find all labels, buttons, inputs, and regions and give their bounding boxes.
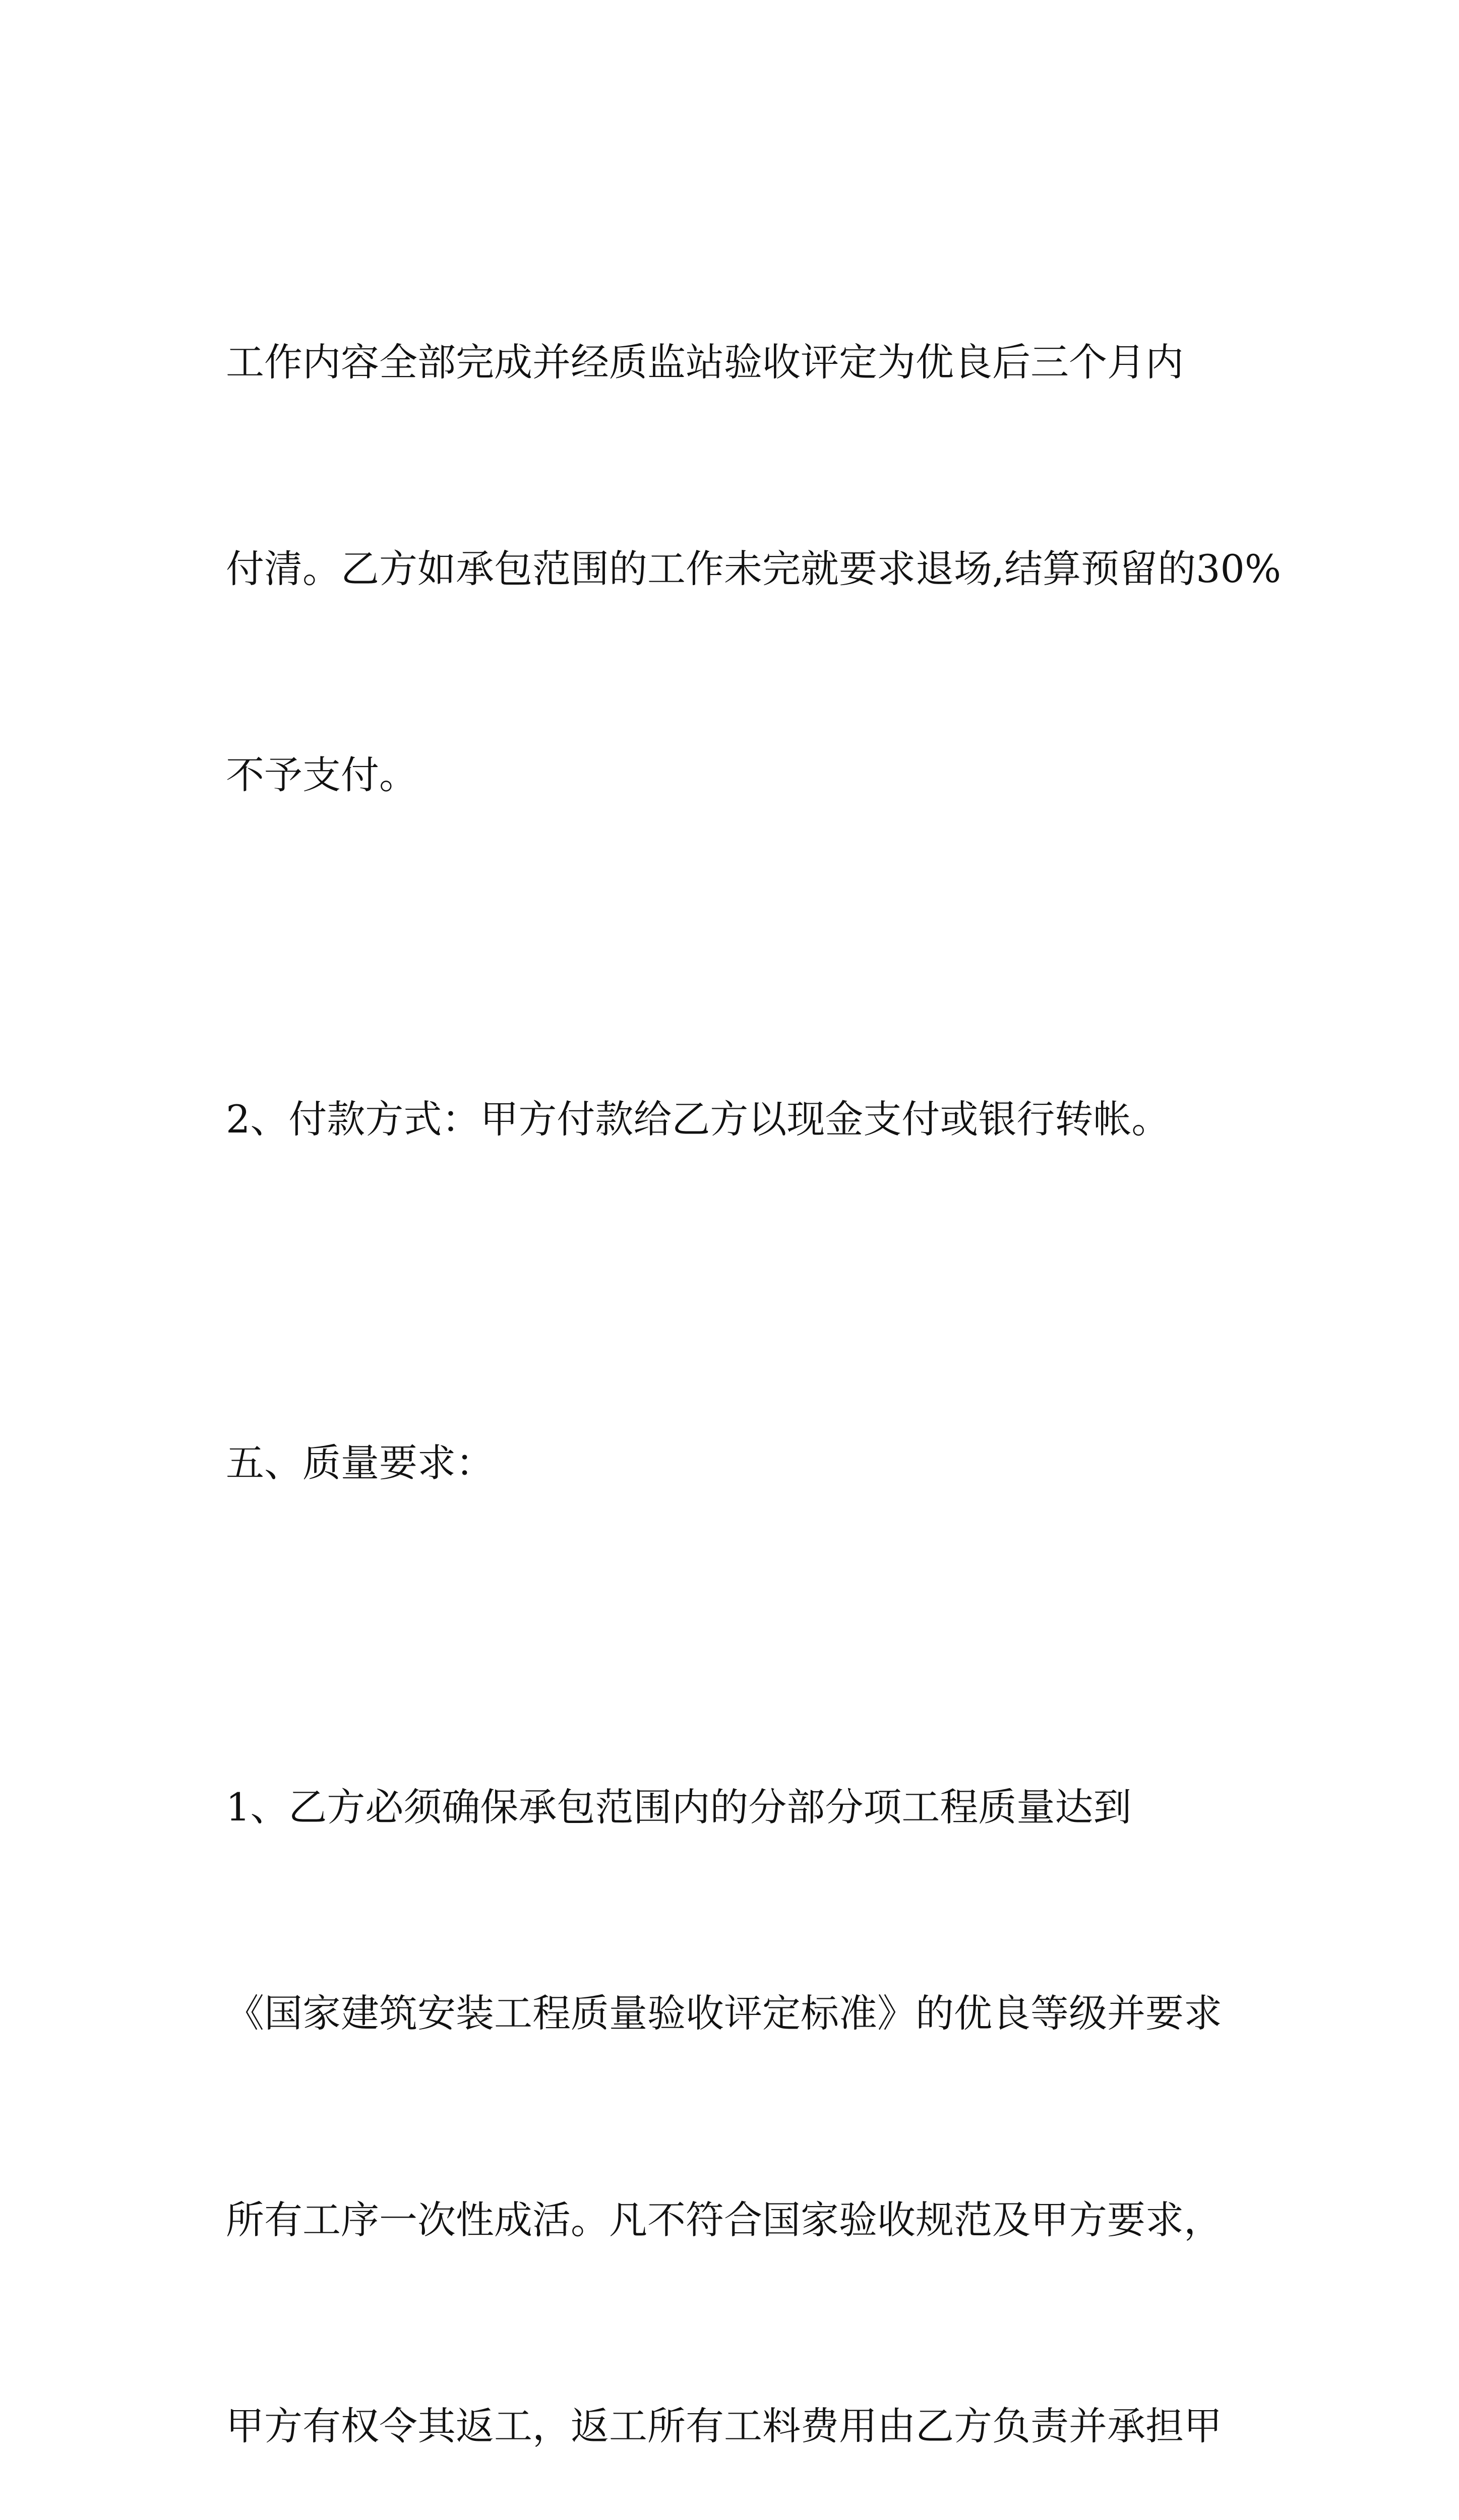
paragraph-payment-terms-continued bbox=[226, 191, 1234, 948]
paragraph-payment-method bbox=[226, 948, 1234, 1292]
text-line: 2、付款方式：甲方付款给乙方以现金支付或银行转帐。 bbox=[226, 1085, 1234, 1154]
text-line: 1、乙方必须确保承包范围内的分部分项工程质量达到 bbox=[226, 1773, 1234, 1842]
text-line: 工作内容全部完成并经质监站验收评定为优良后三个月内 bbox=[226, 328, 1234, 397]
paragraph-quality-item-1 bbox=[226, 1635, 1234, 2520]
text-line: 五、质量要求： bbox=[226, 1429, 1234, 1498]
text-line: 付清。乙方如承包范围的工作未完就要求退场,结算预留的30% bbox=[226, 535, 1234, 604]
text-line: 《国家建筑安装工程质量验收评定标准》的优良等级并要求 bbox=[226, 1979, 1234, 2048]
document-body bbox=[226, 191, 1234, 2520]
text-line: 所有工序一次性成活。凡不符合国家验收规范及甲方要求， bbox=[226, 2186, 1234, 2255]
text-line: 不予支付。 bbox=[226, 741, 1234, 810]
section-heading-quality bbox=[226, 1291, 1234, 1635]
text-line: 甲方有权令其返工，返工所有工料费用由乙方负责并承担甲 bbox=[226, 2392, 1234, 2461]
